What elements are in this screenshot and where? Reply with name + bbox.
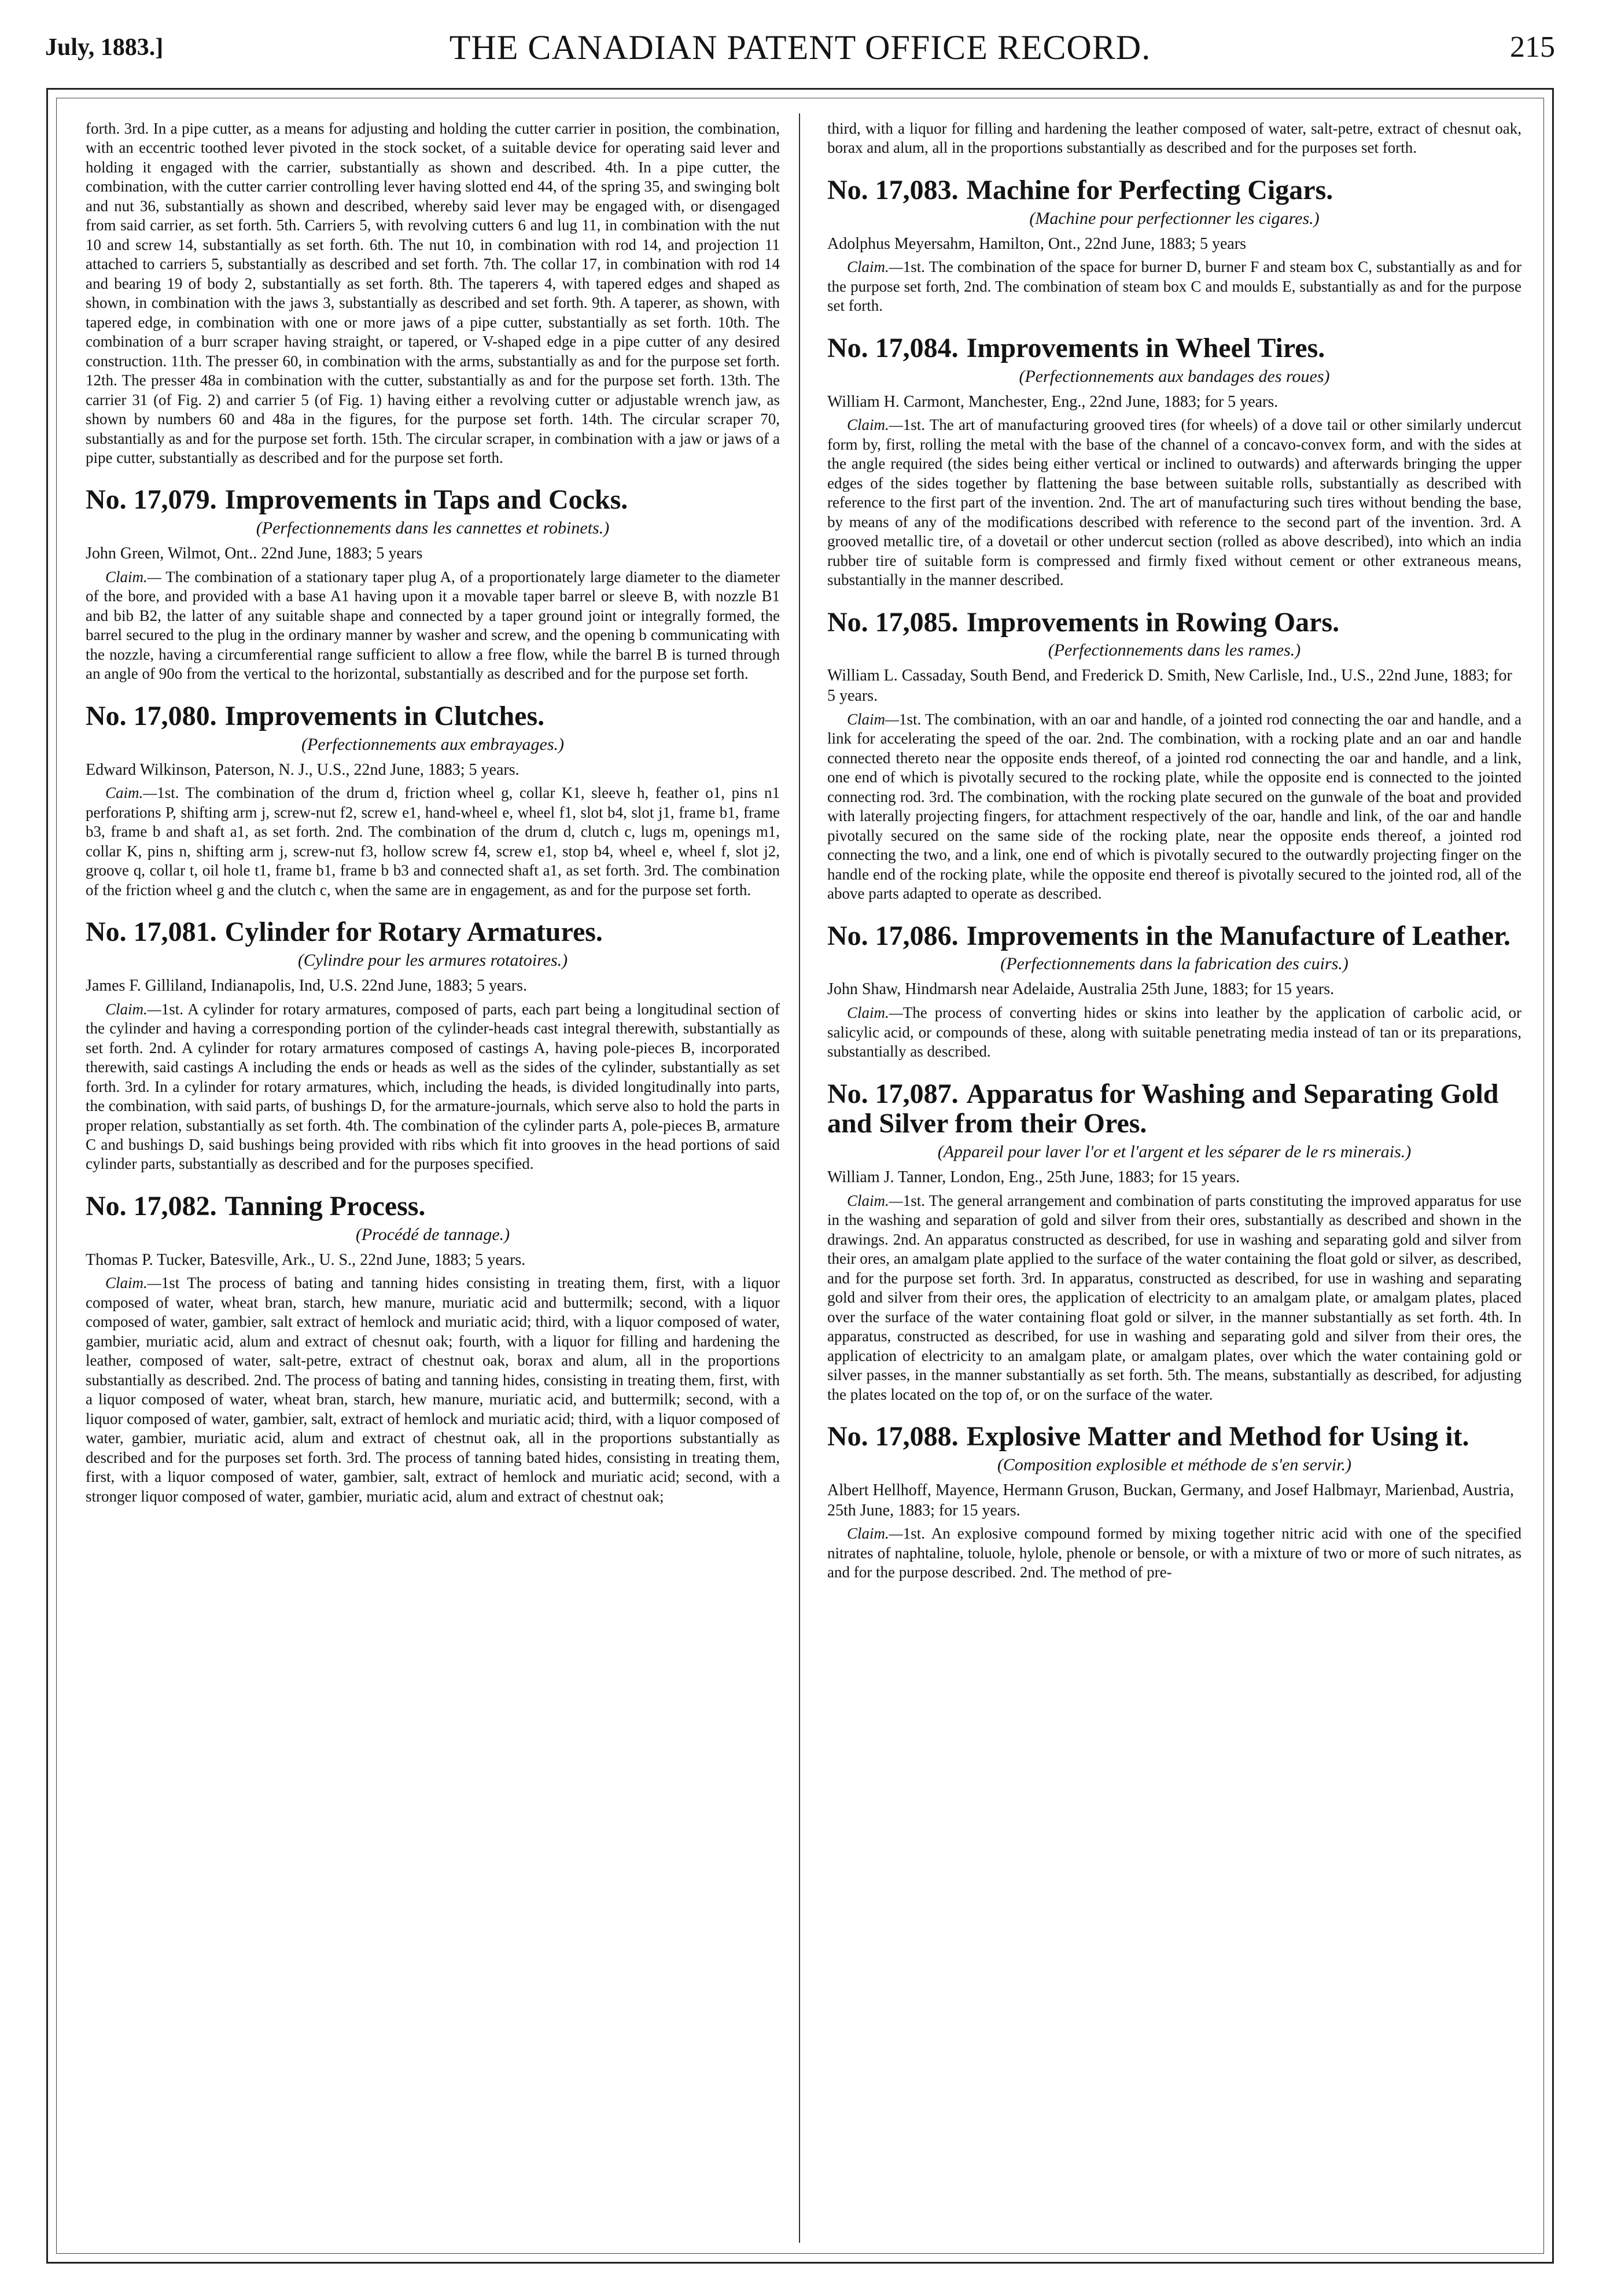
patent-translation: (Perfectionnements dans les rames.) [1048,641,1301,660]
patent-entry [86,701,780,900]
patent-inventor: William J. Tanner, London, Eng., 25th June, 1883; for 15 years. [827,1168,1240,1187]
patent-title: Cylinder for Rotary Armatures. [224,917,603,948]
claim-label: Claim— [847,710,900,728]
patent-claim [827,257,1521,315]
patent-number: No. 17,085. [827,606,959,638]
patent-inventor: John Green, Wilmot, Ont.. 22nd June, 1883; 5 years [86,544,423,563]
publication-title: THE CANADIAN PATENT OFFICE RECORD. [449,28,1151,67]
patent-translation: (Machine pour perfectionner les cigares.) [1029,208,1320,228]
claim-text: 1st. An explosive compound formed by mixing together nitric acid with one of the specified nitrates of naphtaline, toluole, hylole, phenole or bensole, or with a mixture of two or more of such nitrates, as and for the purpose described. 2nd. The method of pre- [827,1525,1521,1581]
patent-title: Apparatus for Washing and Separating Gold and Silver from their Ores. [827,1078,1499,1139]
claim-text: The combination of a stationary taper plug A, of a proportionately large diameter to the diameter of the bore, and provided with a base A1 having upon it a movable taper barrel or sleeve B, with nozzle B1 and bib B2, the latter of any suitable shape and connected by a taper ground joint or integrally formed, the barrel secured to the plug in the ordinary manner by washer and screw, and the opening b communicating with the nozzle, having a circumferential range sufficient to allow a free flow, while the barrel B is turned through an angle of 90o from the vertical to the horizontal, substantially as described and for the purpose set forth. [86,568,780,683]
claim-label: Claim.— [847,1525,903,1543]
patent-title: Explosive Matter and Method for Using it. [966,1421,1469,1452]
patent-heading [86,917,780,947]
patent-inventor: Albert Hellhoff, Mayence, Hermann Gruson, Buckan, Germany, and Josef Halbmayr, Marienbad, Austria, 25th June, 1883; for 15 years. [827,1481,1514,1519]
patent-number: No. 17,080. [86,700,217,731]
patent-number: No. 17,081. [86,917,217,948]
claim-text: The process of converting hides or skins into leather by the application of carbolic acid, or salicylic acid, or compounds of these, along with suitable penetrating media instead of tan or its preparations, substantially as described. [827,1004,1521,1061]
patent-entry [827,1079,1521,1405]
patent-claim [86,568,780,684]
patent-title: Improvements in Clutches. [224,700,545,731]
patent-inventor: William H. Carmont, Manchester, Eng., 22nd June, 1883; for 5 years. [827,392,1279,411]
patent-claim [827,1191,1521,1404]
continuation-text: third, with a liquor for filling and hardening the leather composed of water, salt-petre, extract of chesnut oak, borax and alum, all in the proportions substantially as described and for the purposes set forth. [827,120,1521,157]
patent-heading [86,485,780,515]
claim-label: Claim.— [847,1004,903,1022]
patent-translation: (Composition explosible et méthode de s'en servir.) [997,1455,1352,1474]
patent-claim [86,1274,780,1506]
claim-text: 1st. The art of manufacturing grooved tires (for wheels) of a dove tail or other similarly undercut form by, first, rolling the metal with the base of the channel of a concavo-convex form, and with the sides at the angle required (the sides being either vertical or inclined to outwards) and afterwards bringing the upper edges of the sides together by flattening the base between suitable rolls, substantially as described with reference to the first part of the invention. 2nd. The art of manufacturing such tires without bending the base, by means of any of the modifications described with reference to the second part of the invention. 3rd. A grooved metallic tire, of a dovetail or other undercut section (rolled as above described), into which an india rubber tire of suitable form is compressed and firmly fixed without cement or other extraneous means, substantially in the manner described. [827,416,1521,589]
patent-translation: (Perfectionnements aux bandages des roues) [1019,366,1330,386]
patent-heading [827,175,1521,205]
patent-heading [86,1191,780,1221]
claim-label: Claim.— [847,258,903,276]
patent-heading [827,608,1521,638]
patent-claim [86,1000,780,1174]
patent-number: No. 17,086. [827,920,959,951]
claim-label: Claim.— [847,1191,903,1209]
patent-entry [827,921,1521,1062]
patent-inventor: James F. Gilliland, Indianapolis, Ind, U.S. 22nd June, 1883; 5 years. [86,976,528,995]
patent-claim [827,415,1521,590]
patent-entry [86,917,780,1174]
claim-label: Claim.— [847,416,903,434]
patent-heading [827,921,1521,951]
patent-entry [827,175,1521,316]
patent-number: No. 17,082. [86,1190,217,1221]
patent-claim [827,1003,1521,1061]
right-column [827,119,1521,2237]
patent-entry [827,333,1521,590]
patent-translation: (Perfectionnements dans les cannettes et robinets.) [256,518,610,538]
claim-label: Caim.— [105,784,157,802]
patent-translation: (Procédé de tannage.) [355,1224,510,1244]
left-column [86,119,780,2237]
patent-title: Machine for Perfecting Cigars. [966,174,1333,205]
patent-inventor: Edward Wilkinson, Paterson, N. J., U.S., 22nd June, 1883; 5 years. [86,760,520,779]
patent-number: No. 17,079. [86,484,217,516]
patent-title: Improvements in Wheel Tires. [966,332,1325,363]
patent-inventor: Thomas P. Tucker, Batesville, Ark., U. S., 22nd June, 1883; 5 years. [86,1250,526,1269]
patent-translation: (Perfectionnements aux embrayages.) [301,734,564,754]
patent-translation: (Perfectionnements dans la fabrication des cuirs.) [1000,954,1349,974]
patent-number: No. 17,084. [827,332,959,363]
claim-label: Claim.— [105,1000,161,1018]
claim-label: Claim.— [105,568,161,586]
patent-claim [86,783,780,900]
claim-text: 1st. The combination of the space for burner D, burner F and steam box C, substantially as and for the purpose set forth, 2nd. The combination of steam box C and moulds E, substantially as and for the purpose set forth. [827,258,1521,315]
patent-number: No. 17,087. [827,1078,959,1109]
claim-text: 1st. The general arrangement and combination of parts constituting the improved apparatus for use in the washing and separation of gold and silver from their ores, substantially as described and shown in the drawings. 2nd. An apparatus constructed as described, for use in washing and separating gold and silver from their ores, an amalgam plate applied to the surface of the water containing the float gold or silver, as described, and for the purpose set forth. 3rd. In apparatus, constructed as described, for use in washing and separating gold and silver from their ores, the application of electricity to an amalgam plate, or amalgam plates, placed over the surface of the water containing float gold or silver, in the manner substantially as set forth. 4th. In apparatus, constructed as described, for use in washing and separating gold and silver from their ores, the application of electricity to an amalgam plate, or amalgam plates, over which the water containing gold or silver passes, in the manner substantially as set forth. 5th. The means, substantially as described, for adjusting the plates located on the top of, or on the surface of the water. [827,1191,1521,1403]
patent-heading [86,701,780,731]
continuation-text: forth. 3rd. In a pipe cutter, as a means for adjusting and holding the cutter carrier in position, the combination, with an eccentric toothed lever pivoted in the stock socket, of a suitable device for operating said lever and holding it engaged with the carrier, substantially as shown and described. 4th. In a pipe cutter, the combination, with the cutter carrier controlling lever having slotted end 44, of the spring 35, and swinging bolt and nut 36, substantially as shown and described, whereby said lever may be engaged with, or disengaged from said carrier, as set forth. 5th. Carriers 5, with revolving cutters 6 and lug 11, in combination with the nut 10 and screw 14, substantially as set forth. 6th. The nut 10, in combination with rod 14, and projection 11 attached to carriers 5, substantially as described and set forth. 7th. The collar 17, in combination with rod 14 and bearing 19 of body 2, substantially as set forth. 8th. The taperers 4, with tapered edges and shaped as shown, in combination with the jaws 3, substantially as described and set forth. 9th. A taperer, as shown, with tapered edge, in combination with one or more jaws of a pipe cutter, substantially as set forth. 10th. The combination of a burr scraper having straight, or tapered, or V-shaped edge in a pipe cutter of any desired construction. 11th. The presser 60, in combination with the arms, substantially as and for the purpose set forth. 12th. The presser 48a in combination with the cutter, substantially as and for the purpose set forth. 13th. The carrier 31 (of Fig. 2) and carrier 5 (of Fig. 1) having either a revolving cutter or adjustable wrench jaw, as shown by numbers 60 and 48a in the figures, for the purpose set forth. 14th. The circular scraper 70, substantially as and for the purpose set forth. 15th. The circular scraper, in combination with a jaw or jaws of a pipe cutter, substantially as described and for the purpose set forth. [86,120,780,466]
issue-date: July, 1883.] [45,34,164,61]
patent-title: Improvements in Taps and Cocks. [224,484,628,516]
patent-heading [827,1079,1521,1139]
claim-text: 1st. The combination of the drum d, friction wheel g, collar K1, sleeve h, feather o1, pins n1 perforations P, shifting arm j, screw-nut f2, screw e1, hand-wheel e, wheel f1, slot b4, slot j1, frame b1, frame b3, frame b and shaft a1, as set forth. 2nd. The combination of the drum d, clutch c, lugs m, openings m1, collar K, pins n, shifting arm j, screw-nut f3, hollow screw f4, screw e1, stop b4, wheel e, wheel f, slot j2, groove q, collar t, oil hole t1, frame b1, frame b b3 and connected shaft a1, as set forth. 3rd. The combination of the friction wheel g and the clutch c, when the same are in engagement, as and for the purpose set forth. [86,784,780,899]
patent-entry [86,1191,780,1506]
patent-title: Tanning Process. [224,1190,426,1221]
patent-number: No. 17,083. [827,174,959,205]
claim-text: 1st. The combination, with an oar and handle, of a jointed rod connecting the oar and handle, and a link for accelerating the speed of the oar. 2nd. The combination, with a rocking plate and an oar and handle connected thereto near the opposite ends thereof, of a jointed rod connecting the oar and handle, and a link, one end of which is pivotally secured to the rocking plate, while the opposite end is connected to the jointed connecting rod. 3rd. The combination, with the rocking plate secured on the gunwale of the boat and provided with laterally projecting fingers, for attachment respectively of the oar, handle and link, of the oar and handle pivotally secured on the same side of the rocking plate, near the opposite ends thereof, a jointed rod connecting the two, and a link, one end of which is pivotally secured to the outwardly projecting finger on the handle end of the rocking plate, while the opposite end thereof is pivotally secured to the jointed rod, all of the above parts adapted to operate as described. [827,710,1521,903]
claim-text: 1st. A cylinder for rotary armatures, composed of parts, each part being a longitudinal section of the cylinder and having a corresponding portion of the cylinder-heads cast integral therewith, substantially as set forth. 2nd. A cylinder for rotary armatures composed of castings A, having pole-pieces B, incorporated therewith, said castings A including the ends or heads as well as the sides of the cylinder, substantially as set forth. 3rd. In a cylinder for rotary armatures, which, including the heads, is divided longitudinally into parts, the combination, with said parts, of bushings D, for the armature-journals, which serve also to hold the parts in proper relation, substantially as set forth. 4th. The combination of the cylinder parts A, pole-pieces B, armature C and bushings D, said bushings being provided with ribs which fit into grooves in the head portions of said cylinder parts, substantially as described and for the purposes specified. [86,1000,780,1173]
patent-inventor: William L. Cassaday, South Bend, and Frederick D. Smith, New Carlisle, Ind., U.S., 22nd June, 1883; for 5 years. [827,667,1512,705]
patent-title: Improvements in the Manufacture of Leather. [966,920,1511,951]
patent-heading [827,1422,1521,1452]
page-number: 215 [1510,31,1555,64]
patent-inventor: John Shaw, Hindmarsh near Adelaide, Australia 25th June, 1883; for 15 years. [827,980,1335,999]
patent-entry [827,608,1521,904]
patent-translation: (Cylindre pour les armures rotatoires.) [297,950,568,970]
patent-claim [827,710,1521,904]
patent-title: Improvements in Rowing Oars. [966,606,1340,638]
running-head [45,25,1555,68]
patent-claim [827,1524,1521,1582]
patent-number: No. 17,088. [827,1421,959,1452]
patent-entry [827,1422,1521,1583]
patent-translation: (Appareil pour laver l'or et l'argent et les séparer de le rs minerais.) [937,1142,1412,1162]
patent-entry [86,485,780,683]
claim-label: Claim.— [105,1274,161,1292]
patent-heading [827,333,1521,363]
column-divider [799,113,800,2243]
patent-inventor: Adolphus Meyersahm, Hamilton, Ont., 22nd June, 1883; 5 years [827,234,1247,253]
claim-text: 1st The process of bating and tanning hides consisting in treating them, first, with a liquor composed of water, wheat bran, starch, hew manure, muriatic acid and buttermilk; second, with a liquor composed of water, gambier, salt extract of hemlock and muriatic acid; third, with a liquor composed of water, gambier, muriatic acid, alum and extract of chesnut oak; fourth, with a liquor for filling and hardening the leather, composed of water, salt-petre, extract of chestnut oak, borax and alum, all in the proportions substantially as described. 2nd. The process of bating and tanning hides, consisting in treating them, first, with a liquor composed of water, wheat bran, starch, hew manure, muriatic acid, and buttermilk; second, with a liquor composed of water, gambier, salt, extract of hemlock and muriatic acid; third, with a liquor composed of water, gambier, muriatic acid, alum and extract of chestnut oak, all in the proportions substantially as described and for the purposes set forth. 3rd. The process of tanning bated hides, consisting in treating them, first, with a liquor composed of water, gambier, salt, extract of hemlock and muriatic acid; second, with a stronger liquor composed of water, gambier, muriatic acid, alum and extract of chestnut oak; [86,1274,780,1505]
